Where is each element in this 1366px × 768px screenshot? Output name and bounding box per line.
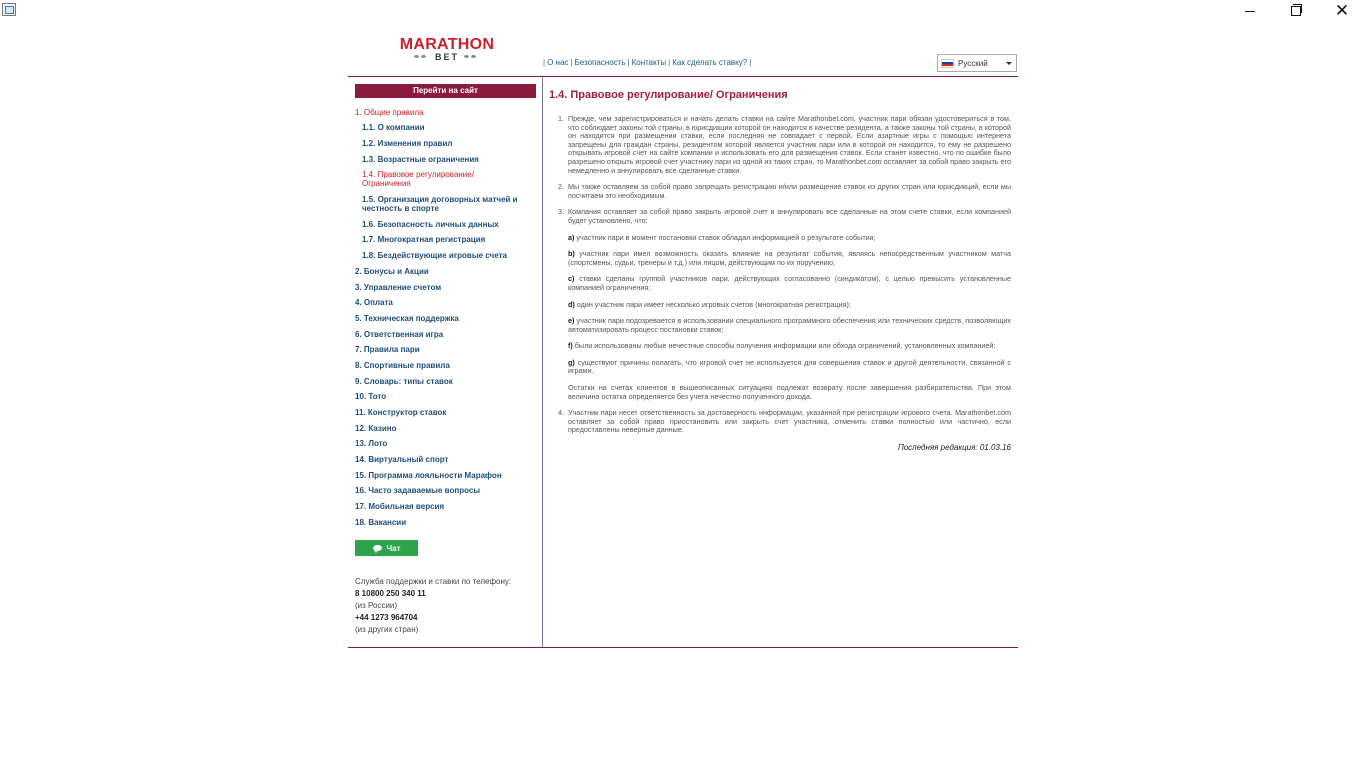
support-phone-russia-note: (из России) [355, 601, 398, 610]
goto-site-button[interactable]: Перейти на сайт [355, 84, 536, 98]
rules-content [549, 89, 1011, 452]
sub-clause-text: были использованы любые нечестные способы получения информации или обхода ограничений, установленных компанией; [572, 341, 996, 351]
sidebar-item-responsible-gaming[interactable]: 6. Ответственная игра [355, 330, 444, 339]
support-title: Служба поддержки и ставки по телефону: [355, 577, 512, 586]
sidebar-item-betting-rules[interactable]: 7. Правила пари [355, 345, 420, 354]
russia-flag-icon [941, 59, 954, 68]
support-phone-russia[interactable]: 8 10800 250 340 11 [355, 589, 426, 598]
sub-clause [568, 317, 1011, 334]
close-icon: ✕ [1334, 0, 1350, 21]
sub-clause [568, 359, 1011, 376]
sidebar-item-match-fixing[interactable] [362, 195, 518, 213]
sidebar-item-label-line2: Ограничения [362, 179, 411, 188]
rule-text: Мы также оставляем за собой право запрещать регистрацию и/или размещение ставок из других стран или юрисдикций, если мы посчитаем это необходимым. [568, 182, 1011, 200]
sub-clause-text: участник пари в момент постановки ставок обладал информацией о результате события; [574, 232, 876, 242]
sidebar-item-tech-support[interactable]: 5. Техническая поддержка [355, 314, 459, 323]
sidebar-item-loyalty[interactable]: 15. Программа лояльности Марафон [355, 471, 502, 480]
sidebar-item-label: 1.5. Организация договорных матчей и [362, 195, 518, 204]
sidebar-item-label-line2: честность в спорте [362, 204, 439, 213]
sidebar-item-label: 1.4. Правовое регулирование/ [362, 170, 474, 179]
sidebar-item-age-limits[interactable]: 1.3. Возрастные ограничения [362, 155, 479, 164]
minimize-icon [1245, 11, 1255, 12]
sub-clause-text: участник пари подозревается в использовании специального программного обеспечения или технических средств, позволяющих автоматизировать процесс постановки ставок; [568, 316, 1011, 334]
sub-clause-letter: g) [568, 357, 575, 367]
sidebar-item-rule-changes[interactable]: 1.2. Изменения правил [362, 139, 453, 148]
rule-text-tail: Остатки на счетах клиентов в вышеописанных ситуациях подлежат возврату после завершения разбирательства. При этом величина остатка определяется без учета нечестно полученного дохода. [568, 383, 1011, 401]
marathonbet-logo[interactable] [392, 36, 502, 62]
nav-about[interactable]: О нас [547, 58, 569, 67]
rule-text: Участник пари несет ответственность за достоверность информации, указанной при регистрации игрового счета. Marathonbet.com оставляет за собой право приостановить или закрыть счет участника, отменить ставки полностью или частично, если предоставлены неверные данные. [568, 408, 1011, 435]
maximize-button[interactable] [1273, 0, 1319, 22]
rules-list [549, 115, 1011, 435]
sub-clause [568, 250, 1011, 267]
footer-divider [348, 647, 1018, 648]
rule-item [566, 208, 1011, 401]
language-select[interactable] [937, 54, 1017, 72]
sub-clause-letter: b) [568, 249, 575, 259]
chat-bubble-icon [373, 545, 382, 551]
column-divider [542, 77, 543, 647]
sub-clause-letter: f) [568, 341, 573, 351]
sidebar-item-casino[interactable]: 12. Казино [355, 424, 397, 433]
minimize-button[interactable] [1227, 0, 1273, 22]
rule-item [566, 409, 1011, 435]
nav-contacts[interactable]: Контакты [631, 58, 667, 67]
sidebar-item-multiple-registration[interactable]: 1.7. Многократная регистрация [362, 235, 486, 244]
language-label: Русский [958, 58, 988, 68]
sub-clause [568, 234, 1011, 243]
top-nav: | О нас | Безопасность | Контакты | Как сделать ставку? | [543, 58, 752, 67]
last-edit-date: Последняя редакция: 01.03.16 [897, 443, 1011, 453]
sidebar-item-account-management[interactable]: 3. Управление счетом [355, 283, 442, 292]
rule-item [566, 183, 1011, 200]
sub-clause [568, 275, 1011, 292]
sidebar-item-payment[interactable]: 4. Оплата [355, 298, 393, 307]
sidebar-item-toto[interactable]: 10. Тото [355, 392, 387, 401]
chat-label: Чат [386, 543, 401, 553]
sidebar-item-about-company[interactable]: 1.1. О компании [362, 123, 425, 132]
sidebar-item-mobile[interactable]: 17. Мобильная версия [355, 502, 445, 511]
support-info [355, 576, 511, 636]
sidebar-item-vacancies[interactable]: 18. Вакансии [355, 518, 407, 527]
page-title: 1.4. Правовое регулирование/ Ограничения [549, 89, 788, 101]
nav-how-to-bet[interactable]: Как сделать ставку? [672, 58, 748, 67]
sidebar-item-bonuses[interactable]: 2. Бонусы и Акции [355, 267, 429, 276]
rule-text: Компания оставляет за собой право закрыть игровой счет и аннулировать все сделанные на этом счете ставки, если компанией будет установлено, что: [568, 207, 1011, 225]
logo-main-text: MARATHON [399, 36, 495, 53]
sidebar-item-sports-rules[interactable]: 8. Спортивные правила [355, 361, 450, 370]
sub-clause-text: ставки сделаны группой участников пари, действующих согласованно (синдикатом), с целью превысить установленные компанией ограничения; [568, 274, 1011, 292]
close-button[interactable] [1319, 0, 1365, 22]
header-divider [348, 76, 1018, 77]
sub-clause-text: существуют причины полагать, что игровой счет не используется для совершения ставок и другой деятельности, связанной с играми. [568, 357, 1011, 376]
sub-clause-letter: e) [568, 316, 575, 326]
sidebar-item-legal-regulation[interactable] [362, 170, 474, 188]
sub-clause-letter: d) [568, 299, 575, 309]
sub-clause [568, 301, 1011, 310]
sidebar-item-bet-builder[interactable]: 11. Конструктор ставок [355, 408, 447, 417]
laurel-right-icon [463, 53, 481, 61]
chat-button[interactable] [355, 540, 418, 556]
sidebar-item-inactive-accounts[interactable]: 1.8. Бездействующие игровые счета [362, 251, 507, 260]
sidebar-item-virtual-sport[interactable]: 14. Виртуальный спорт [355, 455, 449, 464]
sidebar-item-data-security[interactable]: 1.6. Безопасность личных данных [362, 220, 499, 229]
logo-sub-text: BET [435, 52, 459, 62]
maximize-icon [1291, 6, 1301, 16]
sub-clause-text: один участник пари имеет несколько игровых счетов (многократная регистрация); [574, 299, 851, 309]
nav-security[interactable]: Безопасность [574, 58, 626, 67]
laurel-left-icon [413, 53, 431, 61]
sidebar-item-general-rules[interactable]: 1. Общие правила [355, 108, 424, 117]
app-icon [2, 3, 16, 16]
rule-text: Прежде, чем зарегистрироваться и начать делать ставки на сайте Marathonbet.com, участник пари обязан удостовериться в том, что соблюдает законы той страны, в юрисдикции которой он находится в качестве резидента, а также законы той страны, в которой он находится при размещении ставки, если последняя не совпадает с первой. Если азартные игры с помощью интернета запрещены для граждан страны, резидентом которой является участник пари или в которой он находится, то ему не разрешено открывать игровой счет на сайте компании и использовать его для размещения ставок. Если станет известно, что по ошибке было разрешено открыть игровой счет участнику пари из одной из таких стран, то Marathonbet.com оставляет за собой право закрыть его немедленно и аннулировать все сделанные ставки. [568, 114, 1011, 175]
sub-clause [568, 342, 1011, 351]
rule-item [566, 115, 1011, 175]
sidebar-item-faq[interactable]: 16. Часто задаваемые вопросы [355, 486, 481, 495]
sidebar-item-lotto[interactable]: 13. Лото [355, 439, 388, 448]
sub-clause-text: участник пари имел возможность оказать влияние на результат события, являясь непосредственным участником матча (спортсмены, судьи, тренеры и т.д.) или лицом, действующим по их поручению; [568, 249, 1011, 267]
sidebar-item-bet-types[interactable]: 9. Словарь: типы ставок [355, 377, 453, 386]
chevron-down-icon [1006, 62, 1012, 65]
support-phone-intl-note: (из других стран) [355, 625, 419, 634]
sub-clause-letter: c) [568, 274, 575, 284]
sub-clause-letter: a) [568, 232, 575, 242]
support-phone-intl[interactable]: +44 1273 964704 [355, 613, 418, 622]
